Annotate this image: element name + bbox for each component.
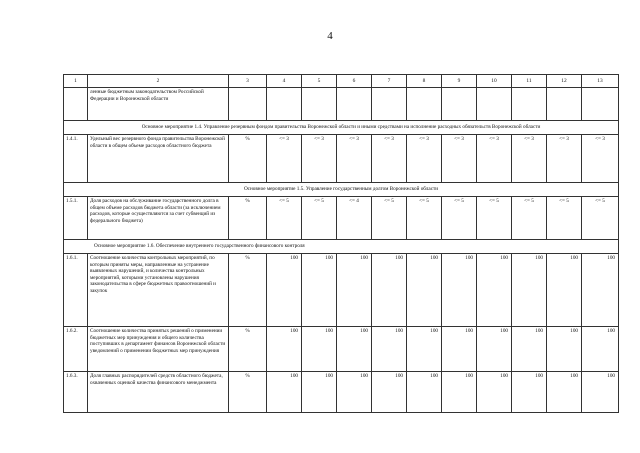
header-cell: 9 bbox=[442, 75, 477, 88]
value-cell bbox=[477, 88, 512, 121]
section-title-1-5: Основное мероприятие 1.5. Управление государственным долгом Воронежской области bbox=[64, 183, 619, 197]
value-cell: <= 3 bbox=[337, 135, 372, 183]
value-cell: <= 5 bbox=[477, 197, 512, 240]
value-cell: 100 bbox=[267, 327, 302, 372]
value-cell bbox=[372, 88, 407, 121]
value-cell: 100 bbox=[547, 327, 582, 372]
value-cell: 100 bbox=[267, 254, 302, 327]
table-row bbox=[64, 197, 619, 240]
header-cell: 1 bbox=[64, 75, 88, 88]
value-cell: 100 bbox=[582, 372, 619, 413]
unit-cell: % bbox=[229, 327, 267, 372]
value-cell: 100 bbox=[407, 254, 442, 327]
row-number: 1.6.3. bbox=[64, 372, 88, 413]
table-row bbox=[64, 135, 619, 183]
header-cell: 4 bbox=[267, 75, 302, 88]
value-cell: <= 3 bbox=[477, 135, 512, 183]
value-cell: 100 bbox=[547, 254, 582, 327]
value-cell bbox=[302, 88, 337, 121]
indicator-name: Соотношение количества принятых решений о применении бюджетных мер принуждения и общего количества поступивших в департамент финансов Воронежской области уведомлений о применении бюджетных мер принуждения bbox=[88, 327, 229, 372]
value-cell: <= 5 bbox=[582, 197, 619, 240]
value-cell: 100 bbox=[512, 254, 547, 327]
indicator-name: Удельный вес резервного фонда правительства Воронежской области в общем объеме расходов областного бюджета bbox=[88, 135, 229, 183]
row-number: 1.6.1. bbox=[64, 254, 88, 327]
value-cell: <= 5 bbox=[372, 197, 407, 240]
value-cell: <= 5 bbox=[302, 197, 337, 240]
value-cell: 100 bbox=[337, 372, 372, 413]
table-row bbox=[64, 372, 619, 413]
value-cell: <= 5 bbox=[407, 197, 442, 240]
value-cell bbox=[582, 88, 619, 121]
header-cell: 12 bbox=[547, 75, 582, 88]
value-cell: <= 5 bbox=[547, 197, 582, 240]
continuation-text: ленные бюджетным законодательством Российской Федерации и Воронежской области bbox=[88, 88, 229, 121]
unit-cell: % bbox=[229, 135, 267, 183]
value-cell bbox=[407, 88, 442, 121]
value-cell bbox=[512, 88, 547, 121]
header-cell: 3 bbox=[229, 75, 267, 88]
indicator-name: Доля главных распорядителей средств областного бюджета, охваченных оценкой качества финансового менеджмента bbox=[88, 372, 229, 413]
header-row bbox=[64, 75, 619, 88]
value-cell: 100 bbox=[372, 327, 407, 372]
value-cell: 100 bbox=[372, 372, 407, 413]
value-cell: <= 5 bbox=[267, 197, 302, 240]
table-row bbox=[64, 254, 619, 327]
value-cell: <= 5 bbox=[442, 197, 477, 240]
value-cell: <= 3 bbox=[442, 135, 477, 183]
section-title-1-4: Основное мероприятие 1.4. Управление резервным фондом правительства Воронежской области и иными средствами на исполнение расходных обязательств Воронежской области bbox=[64, 121, 619, 135]
value-cell: 100 bbox=[442, 327, 477, 372]
value-cell bbox=[547, 88, 582, 121]
value-cell: 100 bbox=[582, 254, 619, 327]
header-cell: 5 bbox=[302, 75, 337, 88]
value-cell: 100 bbox=[477, 327, 512, 372]
unit-cell: % bbox=[229, 254, 267, 327]
value-cell: 100 bbox=[302, 254, 337, 327]
table-row bbox=[64, 88, 619, 121]
section-title-1-6: Основное мероприятие 1.6. Обеспечение внутреннего государственного финансового контроля bbox=[64, 240, 619, 254]
value-cell: 100 bbox=[407, 327, 442, 372]
unit-cell: % bbox=[229, 197, 267, 240]
value-cell: 100 bbox=[442, 254, 477, 327]
value-cell bbox=[337, 88, 372, 121]
value-cell: <= 3 bbox=[302, 135, 337, 183]
row-number bbox=[64, 88, 88, 121]
value-cell: <= 4 bbox=[337, 197, 372, 240]
header-cell: 8 bbox=[407, 75, 442, 88]
row-number: 1.5.1. bbox=[64, 197, 88, 240]
indicator-name: Соотношение количества контрольных мероприятий, по которым приняты меры, направленные на устранение выявленных нарушений, и количества контрольных мероприятий, которыми установлены нарушения законодательства в сфере бюджетных правоотношений и закупок bbox=[88, 254, 229, 327]
section-row bbox=[64, 183, 619, 197]
indicator-name: Доля расходов на обслуживание государственного долга в общем объеме расходов бюджета области (за исключением расходов, которые осуществляются за счет субвенций из федерального бюджета) bbox=[88, 197, 229, 240]
header-cell: 10 bbox=[477, 75, 512, 88]
value-cell: 100 bbox=[337, 254, 372, 327]
value-cell: 100 bbox=[302, 372, 337, 413]
value-cell: <= 3 bbox=[267, 135, 302, 183]
value-cell: 100 bbox=[302, 327, 337, 372]
value-cell: 100 bbox=[267, 372, 302, 413]
header-cell: 7 bbox=[372, 75, 407, 88]
section-row bbox=[64, 121, 619, 135]
value-cell: <= 3 bbox=[407, 135, 442, 183]
value-cell: 100 bbox=[547, 372, 582, 413]
value-cell: 100 bbox=[442, 372, 477, 413]
page-number: 4 bbox=[327, 30, 333, 42]
section-row bbox=[64, 240, 619, 254]
value-cell: 100 bbox=[477, 372, 512, 413]
unit-cell: % bbox=[229, 372, 267, 413]
value-cell bbox=[442, 88, 477, 121]
indicators-table bbox=[63, 74, 619, 413]
value-cell: 100 bbox=[477, 254, 512, 327]
value-cell: <= 3 bbox=[547, 135, 582, 183]
value-cell: <= 3 bbox=[582, 135, 619, 183]
header-cell: 13 bbox=[582, 75, 619, 88]
value-cell: <= 5 bbox=[512, 197, 547, 240]
value-cell: <= 3 bbox=[372, 135, 407, 183]
value-cell bbox=[267, 88, 302, 121]
value-cell: 100 bbox=[512, 327, 547, 372]
value-cell: 100 bbox=[372, 254, 407, 327]
value-cell bbox=[229, 88, 267, 121]
table-row bbox=[64, 327, 619, 372]
header-cell: 6 bbox=[337, 75, 372, 88]
header-cell: 2 bbox=[88, 75, 229, 88]
header-cell: 11 bbox=[512, 75, 547, 88]
value-cell: 100 bbox=[337, 327, 372, 372]
value-cell: 100 bbox=[407, 372, 442, 413]
row-number: 1.6.2. bbox=[64, 327, 88, 372]
value-cell: <= 3 bbox=[512, 135, 547, 183]
value-cell: 100 bbox=[582, 327, 619, 372]
row-number: 1.4.1. bbox=[64, 135, 88, 183]
value-cell: 100 bbox=[512, 372, 547, 413]
